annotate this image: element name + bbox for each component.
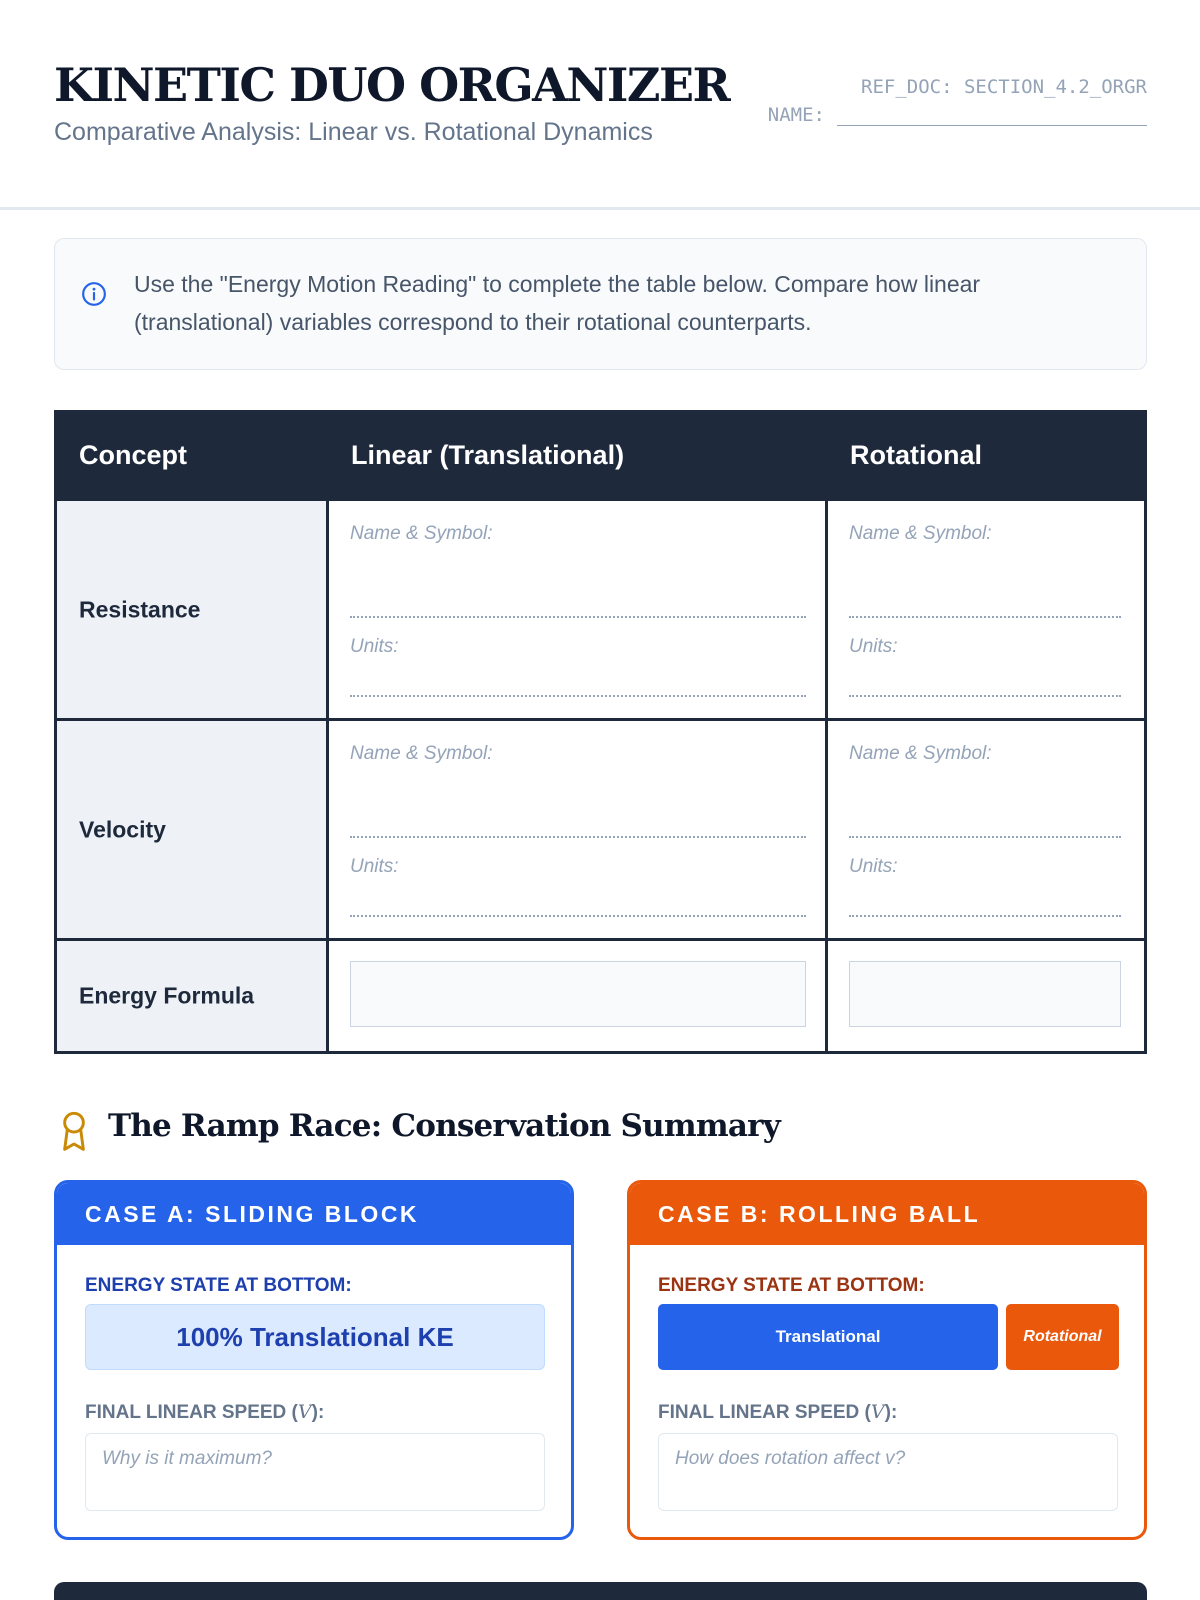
table-row-energy-formula	[57, 938, 1144, 1051]
name-symbol-label: Name & Symbol:	[350, 523, 493, 544]
concept-cell	[57, 501, 329, 718]
name-symbol-line[interactable]	[849, 616, 1121, 618]
table-header-row	[57, 413, 1144, 498]
name-symbol-line[interactable]	[350, 836, 806, 838]
name-label: NAME:	[767, 104, 825, 126]
table-row-velocity	[57, 718, 1144, 938]
table-row-resistance	[57, 498, 1144, 718]
name-symbol-label: Name & Symbol:	[849, 523, 992, 544]
rotational-energy-bar: Rotational	[1006, 1304, 1119, 1370]
linear-cell[interactable]	[329, 501, 828, 718]
units-line[interactable]	[849, 695, 1121, 697]
page-title: KINETIC DUO ORGANIZER	[54, 58, 730, 112]
concept-cell	[57, 941, 329, 1051]
units-line[interactable]	[350, 695, 806, 697]
header-concept: Concept	[79, 440, 187, 470]
instructions-box	[54, 238, 1147, 370]
concept-label: Resistance	[79, 596, 201, 622]
units-line[interactable]	[849, 915, 1121, 917]
answer-placeholder: Why is it maximum?	[102, 1448, 272, 1469]
rotational-cell[interactable]	[828, 721, 1144, 938]
units-line[interactable]	[350, 915, 806, 917]
final-speed-label: FINAL LINEAR SPEED (V):	[85, 1401, 325, 1423]
info-circle-icon	[81, 281, 107, 307]
concept-cell	[57, 721, 329, 938]
name-symbol-label: Name & Symbol:	[350, 743, 493, 764]
case-a-card	[54, 1180, 574, 1540]
instructions-text: Use the "Energy Motion Reading" to complete the table below. Compare how linear (translational) variables correspond to their rotational counterparts.	[134, 271, 981, 335]
linear-cell	[329, 941, 828, 1051]
translational-energy-bar: Translational	[658, 1304, 998, 1370]
units-label: Units:	[849, 856, 898, 877]
case-b-card	[627, 1180, 1147, 1540]
header-linear: Linear (Translational)	[351, 440, 625, 470]
final-speed-answer-box[interactable]	[658, 1433, 1118, 1511]
linear-cell[interactable]	[329, 721, 828, 938]
section-title: The Ramp Race: Conservation Summary	[108, 1108, 780, 1144]
rotational-formula-box[interactable]	[849, 961, 1121, 1027]
comparison-table	[54, 410, 1147, 1054]
name-symbol-line[interactable]	[849, 836, 1121, 838]
reference-code: REF_DOC: SECTION_4.2_ORGR	[861, 76, 1147, 98]
concept-label: Energy Formula	[79, 982, 255, 1009]
name-input-line[interactable]	[837, 102, 1147, 126]
award-ribbon-icon	[58, 1110, 90, 1154]
units-label: Units:	[849, 636, 898, 657]
case-a-title: CASE A: SLIDING BLOCK	[57, 1183, 571, 1245]
units-label: Units:	[350, 636, 399, 657]
page-subtitle: Comparative Analysis: Linear vs. Rotational Dynamics	[54, 118, 653, 146]
name-symbol-line[interactable]	[350, 616, 806, 618]
header-rotational: Rotational	[850, 440, 982, 470]
final-speed-answer-box[interactable]	[85, 1433, 545, 1511]
answer-placeholder: How does rotation affect v?	[675, 1448, 906, 1469]
energy-state-label: ENERGY STATE AT BOTTOM:	[658, 1275, 925, 1296]
footer-panel	[54, 1582, 1147, 1600]
rotational-cell[interactable]	[828, 501, 1144, 718]
name-field	[768, 102, 1147, 126]
final-speed-label: FINAL LINEAR SPEED (V):	[658, 1401, 898, 1423]
page-header	[0, 0, 1200, 210]
rotational-cell	[828, 941, 1144, 1051]
name-symbol-label: Name & Symbol:	[849, 743, 992, 764]
concept-label: Velocity	[79, 816, 166, 842]
case-b-title: CASE B: ROLLING BALL	[630, 1183, 1144, 1245]
units-label: Units:	[350, 856, 399, 877]
linear-formula-box[interactable]	[350, 961, 806, 1027]
energy-state-value: 100% Translational KE	[85, 1304, 545, 1370]
energy-state-label: ENERGY STATE AT BOTTOM:	[85, 1275, 352, 1296]
